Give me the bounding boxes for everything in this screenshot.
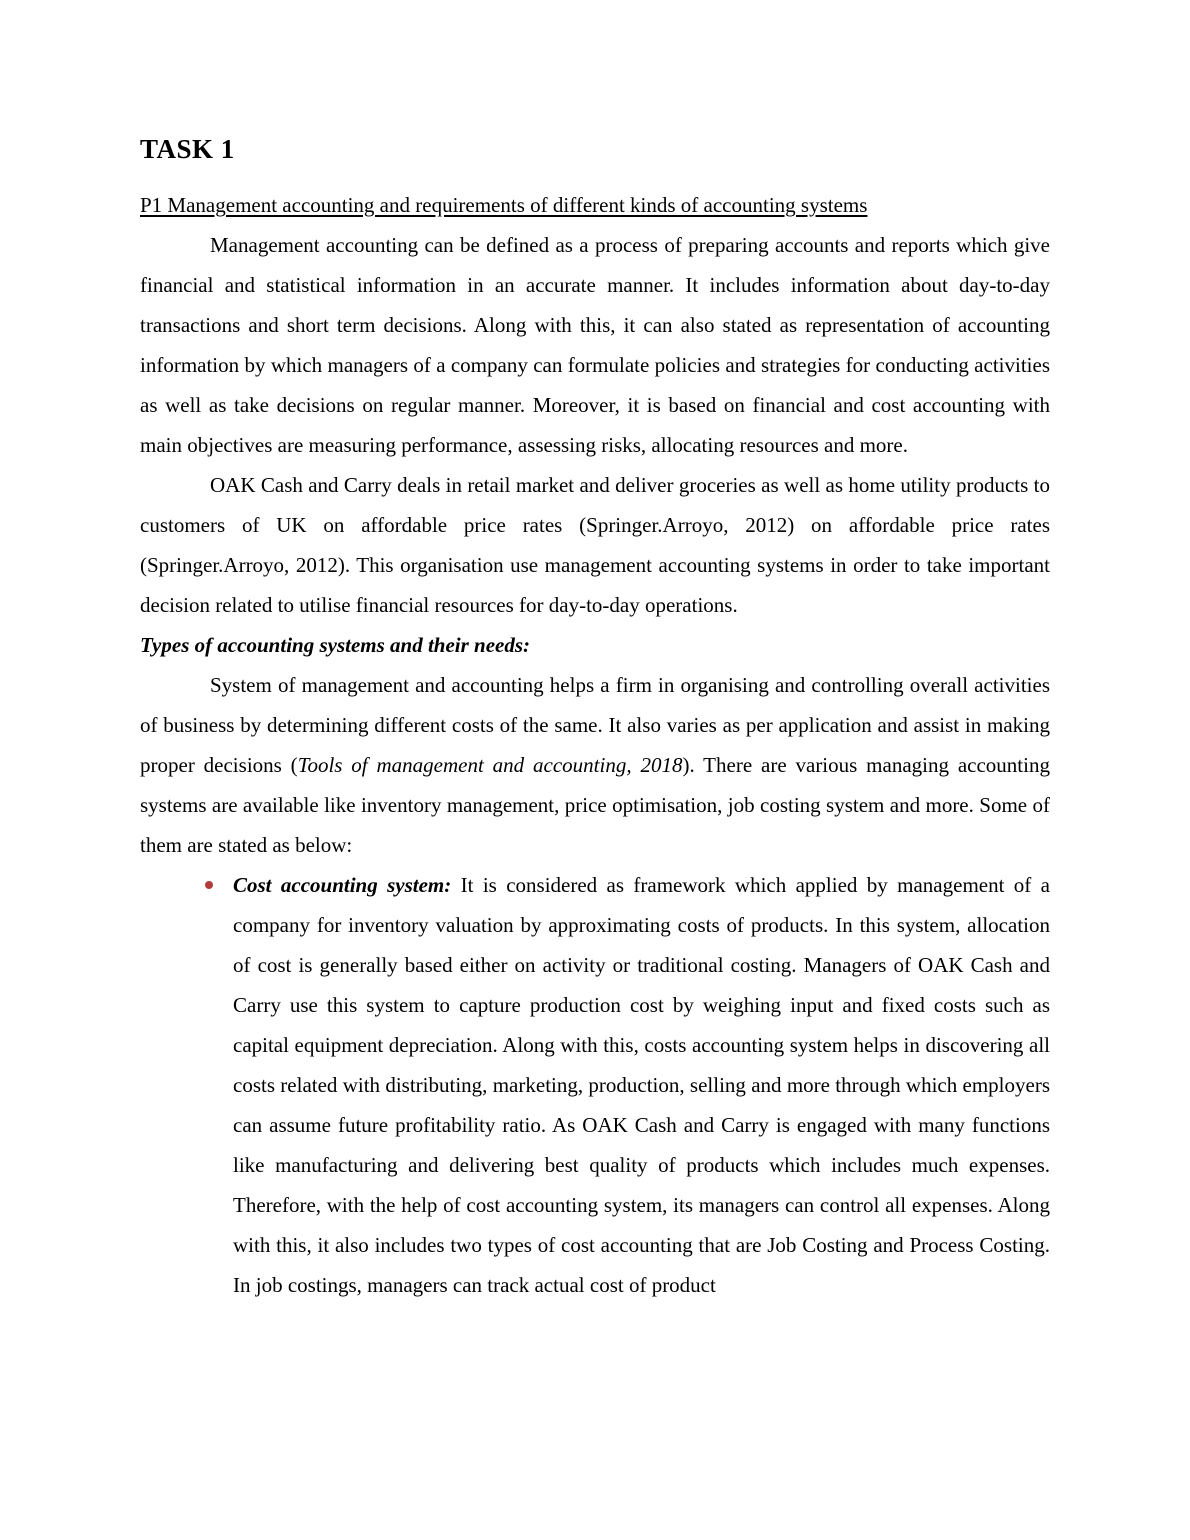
paragraph-text-before-citation: System of management and accounting helps a firm in organising and controlling overall activities of business by determining different costs of the same. It also varies as per application and assist in making proper decisions ( [140,673,1050,777]
bullet-icon [205,881,213,889]
page-title: TASK 1 [140,134,235,164]
paragraph-management-accounting-definition: Management accounting can be defined as a process of preparing accounts and reports which give financial and statistical information in an accurate manner. It includes information about day-to-day transactions and short term decisions. Along with this, it can also stated as representation of accounting information by which managers of a company can formulate policies and strategies for conducting activities as well as take decisions on regular manner. Moreover, it is based on financial and cost accounting with main objectives are measuring performance, assessing risks, allocating resources and more. [140,233,1050,457]
bullet-label: Cost accounting system: [233,873,452,897]
citation-text: Tools of management and accounting, 2018 [297,753,683,777]
paragraph-system-of-management [140,665,1050,865]
paragraph-oak-cash-and-carry: OAK Cash and Carry deals in retail market and deliver groceries as well as home utility products to customers of UK on affordable price rates (Springer.Arroyo, 2012) on affordable price rates (Springer.Arroyo, 2012). This organisation use management accounting systems in order to take important decision related to utilise financial resources for day-to-day operations. [140,473,1050,617]
list-item-cost-accounting-system [233,865,1050,1305]
paragraph-text-after-citation: ). There are various managing accounting systems are available like inventory management, price optimisation, job costing system and more. Some of them are stated as below: [140,753,1050,857]
bullet-text: It is considered as framework which applied by management of a company for inventory valuation by approximating costs of products. In this system, allocation of cost is generally based either on activity or traditional costing. Managers of OAK Cash and Carry use this system to capture production cost by weighing input and fixed costs such as capital equipment depreciation. Along with this, costs accounting system helps in discovering all costs related with distributing, marketing, production, selling and more through which employers can assume future profitability ratio. As OAK Cash and Carry is engaged with many functions like manufacturing and delivering best quality of products which includes much expenses. Therefore, with the help of cost accounting system, its managers can control all expenses. Along with this, it also includes two types of cost accounting that are Job Costing and Process Costing. In job costings, managers can track actual cost of product [233,873,1050,1297]
section-heading: P1 Management accounting and requirements of different kinds of accounting systems [140,193,868,217]
subheading-types-of-accounting-systems: Types of accounting systems and their needs: [140,633,531,657]
